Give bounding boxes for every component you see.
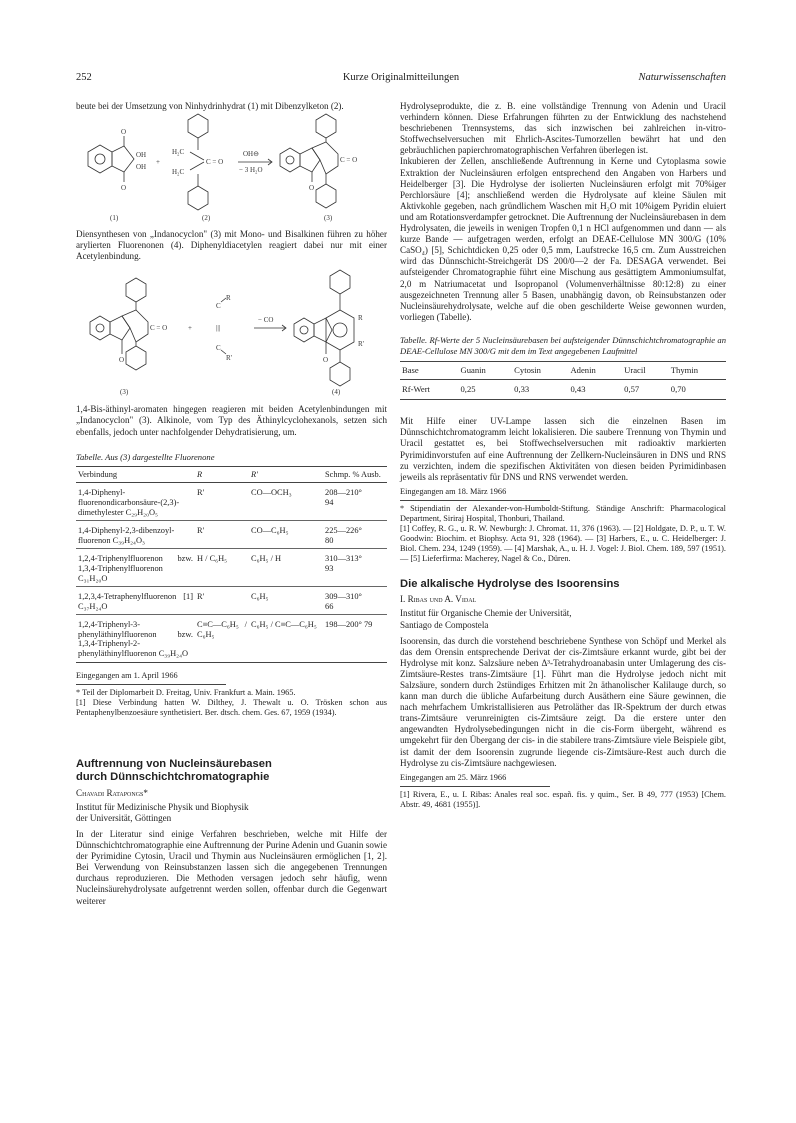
compound-label: (4) [332,388,341,397]
table-row [76,587,387,615]
column-header: Base [400,362,459,380]
svg-text:+: + [156,158,160,167]
table-cell: CO—OCH₃ [249,483,323,521]
melting-point: 198—200° [325,620,362,630]
table-cell: R' [195,521,249,549]
table-cell: C₆H₅ / C≡C—C₆H₅ [249,615,323,662]
article-title: Die alkalische Hydrolyse des Isoorensins [400,577,620,590]
reaction-scheme-1 [76,112,387,227]
journal-name: Naturwissenschaften [638,72,726,83]
footnote-rule [400,500,550,501]
table-cell: 0,43 [568,380,622,400]
table-cell [323,615,387,662]
svg-text:OH: OH [136,163,147,172]
melting-point: 310—313° [325,554,362,564]
table-caption: Tabelle. Rf-Werte der 5 Nucleinsäurebasen bei aufsteigender Dünnschichtchromatographie an DEAE-Cellulose MN 300/G mit dem im Text angegebenen Laufmittel [400,334,726,356]
svg-text:OH: OH [136,151,147,160]
table-cell: H / C₆H₅ [195,549,249,587]
compound-label: (3) [120,388,129,397]
melting-point: 208—210° [325,488,362,498]
table-cell: CO—C₆H₅ [249,521,323,549]
table-cell [323,483,387,521]
svg-text:O: O [323,356,329,365]
footnote: * Teil der Diplomarbeit D. Freitag, Univ. Frankfurt a. Main. 1965. [76,687,296,697]
table-cell: 1,4-Diphenyl-2,3-dibenzoyl-fluorenon C₃₉H₂₄O₃ [76,521,195,549]
svg-text:C = O: C = O [206,158,224,167]
table-cell: Rf-Wert [400,380,459,400]
column-header: Schmp. % Ausb. [323,466,387,483]
column-header: Guanin [459,362,513,380]
table-cell: C≡C—C₆H₅ / C₆H₅ [195,615,249,662]
paragraph: Hydrolyseprodukte, die z. B. eine vollständige Trennung von Adenin und Uracil verhindern können. Diese Erfahrungen führten zu der Entwicklung des nachstehend beschriebenen Trennsystems, das sich inzwischen bei zahlreichen in-vitro-Stoffwechselversuchen mit Ehrlich-Ascites-Tumorzellen bewährt hat und den gebräuchlichen papierchromatographischen Verfahren überlegen ist. [400,101,726,156]
column-header: R [195,466,249,483]
page-number: 252 [76,72,92,83]
title-line: Auftrennung von Nucleinsäurebasen [76,757,272,770]
paragraph: Inkubieren der Zellen, anschließende Auftrennung in Kerne und Cytoplasma sowie Extraktion der Nucleinsäuren erfolgen entsprechend den Angaben von Harbers und Heidelberger [3]. Die Hydrolyse der isolierten Nucleinsäuren erfolgt mit 70%iger Perchlorsäure [4]; anschließend werden die Hydrolysate auf kleine Säulen mit Aktivkohle gegeben, nach gründlichem Waschen mit H₂O mit 10%igem Pyridin eluiert und am Rotationsverdampfer getrocknet. Die Auftrennung der Nucleinsäurebasen in dem Hydrolysaten, die jeweils in wenigen Tropfen 0,1 n HCl aufgenommen und dann — als kurze Bande — aufgetragen werden, erfolgt an DEAE-Cellulose MN 300/G (10% CaSO₄) [5], Schichtdicken 0,25 oder 0,5 mm, Laufstrecke 16,5 cm. Zum Ausstreichen wird das Dünnschicht-Streichgerät DS 200/0—2 der Fa. DESAGA verwendet. Bei aufsteigender Chromatographie führt eine Mischung aus gesättigtem Ammoniumsulfat, 2,0 m Natriumacetat und Isopropanol (Volumenverhältnisse 80:12:8) zu einer ausgezeichneten Trennung aller 5 Basen, unabhängig davon, ob Reinsubstanzen oder Nucleinsäurehydrolysate, welche auf die oben geschilderte Weise gewonnen wurden, vorliegen (Tabelle). [400,156,726,322]
reaction-scheme-2 [76,262,387,402]
table-caption: Tabelle. Aus (3) dargestellte Fluorenone [76,451,215,462]
authors: I. Ribas und A. Vidal [400,594,477,605]
yield: 93 [325,563,334,573]
reference: [1] Diese Verbindung hatten W. Dilthey, J. Thewalt u. O. Trösken schon aus Pentaphenylbenzoesäure synthetisiert. Ber. dtsch. chem. Ges. 67, 1959 (1934). [76,697,387,717]
footnote: * Stipendiatin der Alexander-von-Humboldt-Stiftung. Ständige Anschrift: Pharmacological Department, Siriraj Hospital, Thonburi, Thailand. [400,503,726,523]
footnote-rule [400,786,550,787]
column-header: Verbindung [76,466,195,483]
rf-table [400,361,726,400]
compound-label: (2) [202,214,211,223]
yield: 79 [363,620,373,630]
svg-text:R': R' [358,340,364,349]
compound-label: (3) [324,214,333,223]
column-header: Adenin [568,362,622,380]
author: Chavadi Ratapongs* [76,787,148,798]
svg-text:H₂C: H₂C [172,148,185,157]
svg-text:C = O: C = O [150,324,168,333]
yield: 80 [325,535,334,545]
paragraph: In der Literatur sind einige Verfahren beschrieben, welche mit Hilfe der Dünnschichtchromatographie eine Auftrennung der Purine Adenin und Guanin sowie der Pyrimidine Cytosin, Uracil und Thymin aus Nucleinsäuren ermöglichen [1, 2]. Bei Verwendung von Reinsubstanzen lassen sich die angegebenen Trennungen durchaus reproduzieren. Die Methoden versagen jedoch sehr häufig, wenn Nucleinsäurehydrolysate aufgetrennt werden sollen, offenbar durch die Gegenwart weiterer [76,828,387,906]
paragraph: Diensynthesen von „Indanocyclon" (3) mit Mono- und Bisalkinen führen zu höher arylierten Fluorenonen (4). Diphenyldiacetylen reagiert dabei nur mit einer Acetylenbindung. [76,229,387,262]
reagent: OH⊖ [243,150,259,159]
references: [1] Coffey, R. G., u. R. W. Newburgh: J. Chromat. 11, 376 (1963). — [2] Holdgate, D. P., u. T. W. Goodwin: Biochim. et Biophsy. Acta 91, 328 (1964). — [3] Harbers, E., u. C. Heidelberger: J. Biol. Chem. 234, 1249 (1959). — [4] Marshak, A., u. H. J. Vogel: J. Biol. Chem. 189, 597 (1951). — [5] Lieferfirma: Macherey, Nagel & Co., Düren. [400,523,726,563]
svg-text:|||: ||| [216,324,221,333]
svg-text:+: + [188,324,192,333]
svg-text:H₂C: H₂C [172,168,185,177]
table-row [76,483,387,521]
table-row [400,380,726,400]
institution: Santiago de Compostela [400,619,489,630]
table-cell: 1,4-Diphenyl-fluorenondicarbonsäure-(2,3)-dimethylester C₂₉H₂₀O₅ [76,483,195,521]
footnote-rule [76,684,226,685]
paragraph: Isoorensin, das durch die vorstehend beschriebene Synthese von Schöpf und Merkel als das dem Orensin entsprechende Derivat der cis-Zimtsäure erkannt wurde, gibt bei der Hydrolyse mit konz. Salzsäure neben Δ³-Tetrahydroanabasin unter Umlagerung des cis-Zimtsäure-Restes trans-Zimtsäure [1]. Führt man die Hydrolyse jedoch nicht mit Salzsäure, sondern durch 2stündiges Erhitzen mit 2n äthanolischer Kalilauge durch, so kann man durch die übliche Aufarbeitung durch Ausäthern eine Säure gewinnen, die nach mehrfachem Umkristallisieren aus Petroläther das IR-Spektrum der durch etwas trans-Zimtsäure verunreinigten cis-Zimtsäure zeigt. Da die erstere unter den angewandten Hydrolysebedingungen nicht in die cis-Form übergeht, während es umgekehrt für den Übergang der cis- in die stabilere trans-Zimtsäure viele Beispiele gibt, ist damit der dem Isoorensin zugrunde liegende cis-Zimtsäure-Rest auch durch die Hydrolyse zu cis-Zimtsäure nachgewiesen. [400,635,726,768]
right-column [400,101,726,810]
institution: Institut für Medizinische Physik und Biophysik [76,801,249,812]
melting-point: 309—310° [325,592,362,602]
paragraph: beute bei der Umsetzung von Ninhydrinhydrat (1) mit Dibenzylketon (2). [76,101,344,111]
table-row [76,615,387,662]
table-cell: R' [195,587,249,615]
column-header: Cytosin [512,362,568,380]
table-cell: 1,2,3,4-Tetraphenylfluorenon [1] C₃₇H₂₄O [76,587,195,615]
compound-label: (1) [110,214,119,223]
table-cell: 0,70 [669,380,726,400]
section-heading: Kurze Originalmitteilungen [342,72,460,83]
column-header: Uracil [622,362,669,380]
table-cell [323,587,387,615]
column-header: Thymin [669,362,726,380]
paragraph: 1,4-Bis-äthinyl-aromaten hingegen reagieren mit beiden Acetylenbindungen mit „Indanocyclon" (3). Alkinole, vom Typ des Äthinylcyclohexanols, setzen sich ebenfalls, jedoch unter nachfolgender Dehydratisierung, um. [76,404,387,437]
received-date: Eingegangen am 1. April 1966 [76,670,178,680]
svg-text:C = O: C = O [340,156,358,165]
svg-text:O: O [309,184,315,193]
table-cell [323,549,387,587]
reference: [1] Rivera, E., u. I. Ribas: Anales real soc. españ. fis. y quim., Ser. B 49, 777 (1953) [Chem. Abstr. 49, 4681 (1955)]. [400,789,726,809]
page-header [76,72,726,86]
table-cell: C₆H₅ [249,587,323,615]
svg-text:R: R [358,314,363,323]
fluorenone-table [76,466,387,663]
left-column [76,101,387,907]
svg-text:R': R' [226,354,232,363]
table-row [76,549,387,587]
institution: der Universität, Göttingen [76,812,172,823]
svg-text:C: C [216,344,221,353]
received-date: Eingegangen am 25. März 1966 [400,772,507,782]
received-date: Eingegangen am 18. März 1966 [400,486,507,496]
table-row [76,521,387,549]
table-cell [323,521,387,549]
table-cell: 0,33 [512,380,568,400]
table-cell: 0,57 [622,380,669,400]
paragraph: Mit Hilfe einer UV-Lampe lassen sich die einzelnen Basen im Dünnschichtchromatogramm leicht lokalisieren. Die saubere Trennung von Thymin und Uracil gestattet es, bei Stoffwechselversuchen mit radioaktiv markierten Pyrimidinvorstufen auf eine Auftrennung der Zellkern-Nucleinsäuren in DNS und RNS zu verzichten, indem die spezifischen Aktivitäten von diesen beiden Pyrimidinbasen jeweils als repräsentativ für DNS und RNS verwendet werden. [400,416,726,482]
title-line: durch Dünnschichtchromatographie [76,771,270,784]
table-cell: 1,2,4-Triphenyl-3-phenyläthinylfluorenon bzw. 1,3,4-Triphenyl-2-phenyläthinylfluorenon C₃₉H₂₄O [76,615,195,662]
table-cell: 1,2,4-Triphenylfluorenon bzw. 1,3,4-Triphenylfluorenon C₃₁H₂₀O [76,549,195,587]
yield: 66 [325,601,334,611]
svg-text:O: O [119,356,125,365]
yield: 94 [325,497,334,507]
column-header: R' [249,466,323,483]
melting-point: 225—226° [325,526,362,536]
svg-text:O: O [121,184,127,193]
institution: Institut für Organische Chemie der Universität, [400,608,572,619]
svg-text:R: R [226,294,231,303]
table-cell: C₆H₅ / H [249,549,323,587]
reagent: − CO [258,316,274,325]
reagent: − 3 H₂O [239,166,263,175]
table-cell: R' [195,483,249,521]
svg-text:C: C [216,302,221,311]
svg-text:O: O [121,128,127,137]
article-title [76,758,387,785]
table-cell: 0,25 [459,380,513,400]
